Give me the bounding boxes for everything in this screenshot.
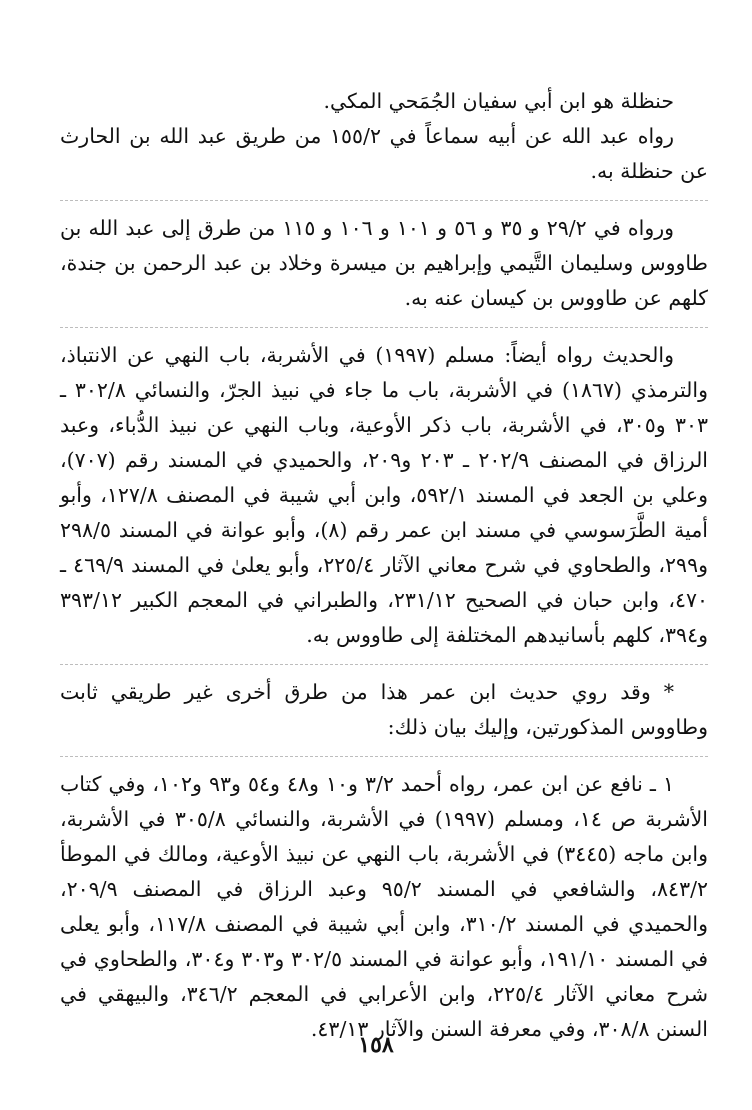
paragraph-other-routes: ورواه في ٢٩/٢ و ٣٥ و ٥٦ و ١٠١ و ١٠٦ و ١١٥ من طرق إلى عبد الله بن طاووس وسليمان التَّيمي وإبراهيم بن ميسرة وخلاد بن عبد الرحمن بن جندة، كلهم عن طاووس بن كيسان عنه به. bbox=[60, 216, 708, 310]
paragraph-hadith-sources: والحديث رواه أيضاً: مسلم (١٩٩٧) في الأشربة، باب النهي عن الانتباذ، والترمذي (١٨٦٧) في الأشربة، باب ما جاء في نبيذ الجرّ، والنسائي ٣٠٢/٨ ـ ٣٠٣ و٣٠٥، في الأشربة، باب ذكر الأوعية، وباب النهي عن نبيذ الدُّباء، وعبد الرزاق في المصنف ٢٠٢/٩ ـ ٢٠٣ و٢٠٩، والحميدي في المسند رقم (٧٠٧)، وعلي بن الجعد في المسند ٥٩٢/١، وابن أبي شيبة في المصنف ١٢٧/٨، وأبو أمية الطَّرَسوسي في مسند ابن عمر رقم (٨)، وأبو عوانة في المسند ٢٩٨/٥ و٢٩٩، والطحاوي في شرح معاني الآثار ٢٢٥/٤، وأبو يعلىٰ في المسند ٤٦٩/٩ ـ ٤٧٠، وابن حبان في الصحيح ٢٣١/١٢، والطبراني في المعجم الكبير ٣٩٣/١٢ و٣٩٤، كلهم بأسانيدهم المختلفة إلى طاووس به. bbox=[60, 343, 709, 647]
section-divider bbox=[60, 756, 708, 758]
paragraph-hanzala-identity: حنظلة هو ابن أبي سفيان الجُمَحي المكي. bbox=[323, 89, 674, 113]
paragraph-abdullah-narration: رواه عبد الله عن أبيه سماعاً في ١٥٥/٢ من طريق عبد الله بن الحارث عن حنظلة به. bbox=[60, 124, 708, 183]
paragraph-other-chains-intro: * وقد روي حديث ابن عمر هذا من طرق أخرى غير طريقي ثابت وطاووس المذكورتين، وإليك بيان ذلك: bbox=[60, 680, 708, 739]
page-number: ١٥٨ bbox=[358, 1032, 394, 1058]
page-body bbox=[60, 84, 708, 1047]
section-divider bbox=[60, 327, 708, 329]
paragraph-nafi-chain: ١ ـ نافع عن ابن عمر، رواه أحمد ٣/٢ و١٠ و٤٨ و٥٤ و٩٣ و١٠٢، وفي كتاب الأشربة ص ١٤، ومسلم (١٩٩٧) في الأشربة، والنسائي ٣٠٥/٨ في الأشربة، وابن ماجه (٣٤٤٥) في الأشربة، باب النهي عن نبيذ الأوعية، ومالك في الموطأ ٨٤٣/٢، والشافعي في المسند ٩٥/٢ وعبد الرزاق في المصنف ٢٠٩/٩، والحميدي في المسند ٣١٠/٢، وابن أبي شيبة في المصنف ١١٧/٨، وأبو يعلى في المسند ١٩١/١٠، وأبو عوانة في المسند ٣٠٢/٥ و٣٠٣ و٣٠٤، والطحاوي في شرح معاني الآثار ٢٢٥/٤، وابن الأعرابي في المعجم ٣٤٦/٢، والبيهقي في السنن ٣٠٨/٨، وفي معرفة السنن والآثار ٤٣/١٣. bbox=[60, 772, 709, 1041]
section-divider bbox=[60, 664, 708, 666]
section-divider bbox=[60, 200, 708, 202]
